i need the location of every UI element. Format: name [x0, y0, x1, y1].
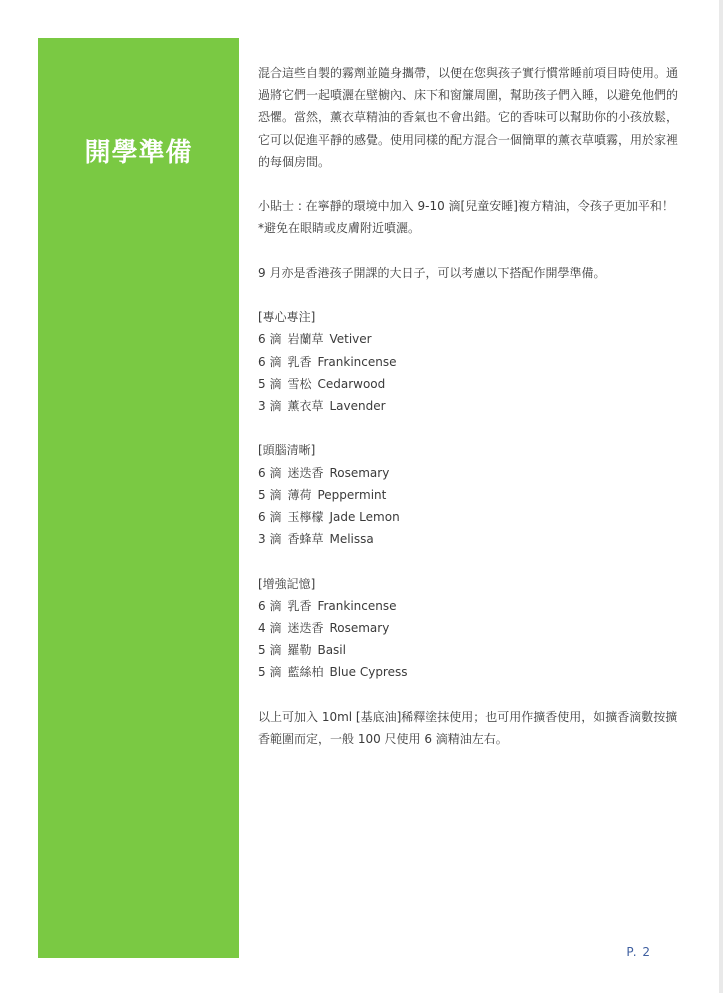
- page-number: P. 2: [626, 945, 651, 959]
- recipe-oil-name: 藍絲柏: [287, 665, 324, 680]
- recipe-oil-name: 雪松: [287, 376, 312, 391]
- recipe-heading: [頭腦清晰]: [258, 443, 316, 458]
- recipe-oil-english: Lavender: [329, 399, 386, 413]
- usage-note: 以上可加入 10ml [基底油]稀釋塗抹使用；也可用作擴香使用，如擴香滴數按擴香範圍而定，一般 100 尺使用 6 滴精油左右。: [258, 709, 678, 746]
- recipe-oil-english: Cedarwood: [317, 376, 386, 391]
- recipe-item: [258, 639, 680, 661]
- recipe-oil-english: Rosemary: [329, 465, 390, 480]
- recipe-oil-name: 薄荷: [287, 487, 312, 502]
- recipe-item: [258, 395, 680, 417]
- recipe-drops: 3 滴: [258, 399, 282, 413]
- recipe-item: [258, 373, 680, 395]
- school-note: 9 月亦是香港孩子開課的大日子，可以考慮以下搭配作開學準備。: [258, 265, 606, 280]
- recipe-drops: 6 滴: [258, 354, 282, 369]
- recipe-oil-english: Vetiver: [329, 332, 372, 347]
- recipe-drops: 6 滴: [258, 332, 282, 347]
- recipe-oil-name: 乳香: [287, 598, 312, 613]
- recipe-item: [258, 661, 680, 683]
- recipe-drops: 4 滴: [258, 621, 282, 635]
- recipe-oil-name: 迷迭香: [287, 621, 324, 635]
- recipe-drops: 5 滴: [258, 643, 282, 658]
- recipe-item: [258, 351, 680, 373]
- recipe-drops: 6 滴: [258, 598, 282, 613]
- recipe-oil-english: Peppermint: [317, 487, 387, 502]
- recipe-memory: [258, 573, 680, 684]
- side-panel: [38, 38, 239, 958]
- recipe-item: [258, 462, 680, 484]
- recipe-oil-english: Blue Cypress: [329, 665, 408, 680]
- recipe-oil-english: Melissa: [329, 532, 374, 547]
- recipe-item: [258, 617, 680, 639]
- recipe-heading: [專心專注]: [258, 310, 316, 325]
- intro-paragraph: 混合這些自製的霧劑並隨身攜帶，以便在您與孩子實行慣常睡前項目時使用。通過將它們一起噴灑在壁櫥內、床下和窗簾周圍，幫助孩子們入睡，以避免他們的恐懼。當然，薰衣草精油的香氣也不會出錯。它的香味可以幫助你的小孩放鬆，它可以促進平靜的感覺。使用同樣的配方混合一個簡單的薰衣草噴霧，用於家裡的每個房間。: [258, 66, 679, 169]
- page-edge: [719, 0, 723, 993]
- recipe-oil-english: Rosemary: [329, 621, 390, 635]
- article-body: [258, 62, 680, 772]
- recipe-drops: 6 滴: [258, 465, 282, 480]
- recipe-oil-name: 乳香: [287, 354, 312, 369]
- recipe-item: [258, 595, 680, 617]
- recipe-item: [258, 506, 680, 528]
- recipe-drops: 5 滴: [258, 487, 282, 502]
- recipe-oil-name: 迷迭香: [287, 465, 324, 480]
- recipe-oil-name: 香蜂草: [287, 532, 324, 547]
- recipe-item: [258, 328, 680, 350]
- recipe-drops: 3 滴: [258, 532, 282, 547]
- recipe-clarity: [258, 439, 680, 550]
- recipe-oil-name: 玉檸檬: [287, 510, 324, 524]
- tip-line: 小貼士 : 在寧靜的環境中加入 9-10 滴[兒童安睡]複方精油，令孩子更加平和！: [258, 199, 674, 214]
- recipe-oil-name: 羅勒: [287, 643, 312, 658]
- page-title: 開學準備: [84, 138, 193, 168]
- recipe-drops: 6 滴: [258, 510, 282, 524]
- recipe-oil-english: Frankincense: [317, 354, 397, 369]
- recipe-oil-name: 薰衣草: [287, 399, 324, 413]
- recipe-oil-english: Basil: [317, 643, 346, 658]
- recipe-item: [258, 528, 680, 550]
- recipe-drops: 5 滴: [258, 665, 282, 680]
- recipe-item: [258, 484, 680, 506]
- recipe-focus: [258, 306, 680, 417]
- recipe-oil-english: Jade Lemon: [329, 510, 400, 524]
- recipe-drops: 5 滴: [258, 376, 282, 391]
- recipe-heading: [增強記憶]: [258, 576, 316, 591]
- recipe-oil-name: 岩蘭草: [287, 332, 324, 347]
- tip-block: [258, 195, 680, 239]
- tip-warning: *避免在眼睛或皮膚附近噴灑。: [258, 221, 421, 236]
- recipe-oil-english: Frankincense: [317, 598, 397, 613]
